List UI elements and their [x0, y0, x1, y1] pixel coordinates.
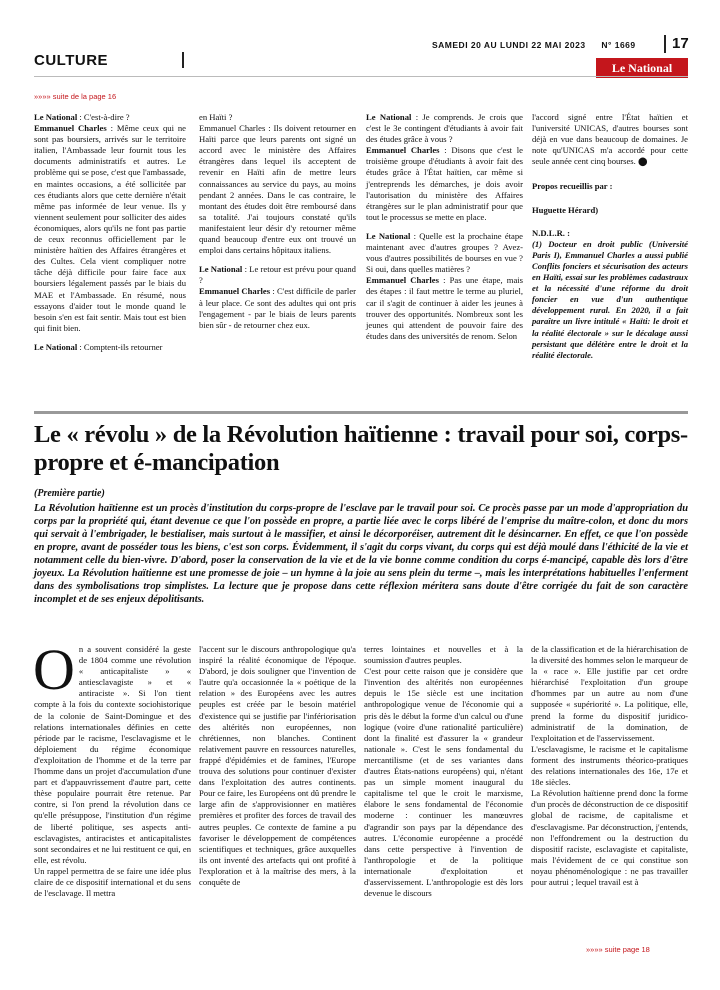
article-paragraph [531, 644, 688, 744]
article-paragraph [531, 788, 688, 888]
interview-text: : Même ceux qui ne sont pas boursiers, arrivés sur le territoire italien, l'Ambassade leur fournit tous les documents administratifs et autres. Le problème qui se pose, c'est que l'ambassade, en maintes occasions, a été sollicitée par ces étudiants alors que cette dernière n'était même pas informée de leur venue. Ils y viennent seulement pour solliciter des aides économiques, alors qu'ils ne font pas partie de ceux reconnus officiellement par le ministère haïtien des Affaires étrangères et des Cultes. Cela vient compliquer notre tâche déjà difficile pour faire face aux boursiers légalement passés par le biais du MAE et l'Ambassade. En résumé, nous essayons d'aider tout le monde quand le besoin s'en est fait sentir. Mais tout est bien qui finit bien. [34, 123, 187, 333]
interview-paragraph [34, 342, 186, 353]
ndlr-label-text: N.D.L.R. : [532, 227, 570, 238]
speaker-label: Le National [199, 264, 243, 275]
interview-paragraph [532, 112, 688, 167]
interview-text: : Disons que c'est le troisième groupe d'étudiants à avoir fait des études grâce à l'État haïtien, car même si j'entreprends les démarches, je dois avoir l'autorisation du ministère des Affaires étrangères sur le plan administratif pour que tout le processus se mette en place. [366, 145, 523, 222]
drop-cap: O [33, 637, 75, 702]
interview-paragraph [199, 123, 356, 256]
end-mark-icon: ⬤ [637, 156, 648, 167]
interview-text: l'accord signé entre l'État haïtien et l'université UNICAS, d'autres bourses sont déjà en vue dans beaucoup de domaines. Je note qu'UNICAS m'a accordé pour cette seule année cent cinq bourses. [532, 112, 688, 167]
article-column-2 [199, 644, 356, 888]
speaker-label: Le National [34, 341, 78, 352]
header-rule [34, 76, 688, 77]
speaker-label: Emmanuel Charles [199, 286, 271, 297]
page-number: 17 [672, 35, 689, 52]
interview-text: : Comptent-ils retourner [77, 341, 163, 352]
article-lede: La Révolution haïtienne est un procès d'institution du corps-propre de l'esclave par le travail pour soi. Ce procès passe par un mode d'appropriation du corps par la propriété qui, étant devenue ce que l'on possède en propre, a partie liée avec le corps libéré de l'emprise du maître-colon, et donc du mors qui servait à l'embrigader, le bestialiser, mais surtout à le massifier, et ainsi le décorporéiser, autrement dit le désincarner. En effet, ce que l'on possède en propre, avant de posséder tous les biens, c'est son corps. Évidemment, il s'agit du corps vivant, du corps qui est déjà moulé dans l'éthicité de la vie et notamment celle du bien-vivre. D'abord, poser la conservation de la vie et de la vie bonne comme condition du corps é-mancipé, capable dès lors d'être joyeux. La Révolution haïtienne est une promesse de joie – un hymne à la joie au sens plein du terme –, mais les interprétations habituelles l'enferment dans des symbolisations trop simplistes. La lecture que je propose dans cette réflexion méritera sans doute d'être corrigée du fait de son caractère incomplet et de ses enjeux dépolitisants. [34, 503, 688, 605]
interview-paragraph [34, 112, 186, 123]
continued-from[interactable]: »»»» suite de la page 16 [34, 92, 117, 101]
article-part: (Première partie) [34, 488, 105, 499]
interview-column-2 [199, 112, 356, 331]
article-paragraph [531, 744, 688, 788]
article-text: n a souvent considéré la geste de 1804 comme une révolution « anticapitaliste » « antiesclavagiste » et « antiraciste ». Si l'on tient compte à la fois du contexte sociohistorique de la colonie de Saint-Domingue et des relations internationales définies en cette période par le racisme, l'esclavagisme et le déploiement du régime économique d'exploitation de l'homme et de la terre par l'homme dans un projet d'accumulation d'une part et d'appauvrissement d'autre part, cette thèse populaire pourrait être retenue. Par contre, si l'on prend la révolution dans ce qu'elle présuppose, l'institution d'un régime de liberté politique, ses aspects anti-esclavagistes, antiracistes et anticapitalistes sont secondaires et ne lui restituent ce qui, en elle, est révolu. [34, 644, 191, 865]
section-divider [182, 52, 184, 68]
article-paragraph [33, 637, 191, 866]
interview-column-3 [366, 112, 523, 342]
article-paragraph [364, 666, 523, 899]
article-text: La Révolution haïtienne prend donc la forme d'un procès de déconstruction de ce dispositif global de racisme, de capitalisme et d'esclavagisme. Par déconstruction, j'entends, non l'effondrement ou la destruction du dispositif raciste, esclavagiste et capitaliste, mais l'évidement de ce qui constitue son noyau phénoménologique : ne pas travailler pour autrui ; lequel travail est à [531, 788, 688, 887]
interview-paragraph [199, 112, 356, 123]
interview-column-1 [34, 112, 186, 353]
interview-text: : Quelle est la prochaine étape maintenant avec d'autres groupes ? Avez-vous d'autres possibilités de bourses en vue ? Si oui, dans quelles matières ? [366, 230, 523, 275]
speaker-label: Emmanuel Charles [34, 123, 107, 134]
interview-text: Emmanuel Charles : Ils doivent retourner en Haïti parce que leurs parents ont signé un accord avec le ministère des Affaires étrangères dans lequel ils acceptent de revenir en Haïti afin de mettre leurs connaissances au service du pays, au moins pendant 2 années. Dans le cas contraire, le montant des études doit être remboursé dans sa totalité. J'ai toujours constaté qu'ils manifestaient leur désir d'y retourner même quand beaucoup d'entre eux ont trouvé un emploi dans certains hôpitaux italiens. [199, 123, 356, 256]
interview-paragraph [199, 264, 356, 286]
issue-number: N° 1669 [601, 40, 636, 50]
credit-label [532, 181, 688, 192]
article-paragraph [364, 644, 523, 666]
credit-name-text: Huguette Hérard) [532, 204, 599, 215]
interview-paragraph [366, 145, 523, 223]
article-text: L'esclavagisme, le racisme et le capitalisme forment des instruments théorico-pratiques des relations internationales des 16e, 17e et 18e siècles. [531, 743, 688, 788]
interview-text: : Pas une étape, mais des étapes : il faut mettre le terme au pluriel, car il s'agit de continuer à aider les jeunes à trouver des opportunités. Nombreux sont les jeunes qui attendent de pouvoir faire des études dans des universités de renom. Selon [366, 275, 523, 341]
article-text: l'accent sur le discours anthropologique qu'a inspiré la réalité économique de l'époque. D'abord, je dois souligner que l'invention de l'autre qu'a occasionnée la « poétique de la relation » des Européens avec les autres peuples est créée par le besoin matériel d'existence qui se justifie par l'infériorisation des altérités non européennes, non chrétiennes, non blanches. Continent relativement pauvre en ressources naturelles, frappé d'épidémies et de famines, l'Europe trouva des solutions pour continuer d'exister dans l'exploitation des autres continents. Pour ce faire, les Européens ont dû prendre le large afin de s'approvisionner en matières premières et profiter des forces de travail des autres peuples. Ce contexte de famine a pu favoriser le développement de compétences scientifiques et techniques, grâce auxquelles ils ont inventé des artefacts qui ont profité à l'exploration et à la maîtrise des mers, à la conquête de [199, 644, 356, 887]
article-paragraph [34, 866, 191, 899]
article-column-1 [33, 637, 191, 899]
article-paragraph [199, 644, 356, 888]
interview-paragraph [366, 112, 523, 145]
speaker-label: Emmanuel Charles [366, 275, 439, 286]
article-column-3 [364, 644, 523, 899]
ndlr-text: (1) Docteur en droit public (Université Paris I), Emmanuel Charles a aussi publié Conflits fonciers et sécurisation des acteurs en Haïti, essai sur les problèmes cadastraux et la nécessité d'une réforme du droit foncier en vue d'un authentique développement rural. En 2020, il a fait paraître un livre intitulé « Haïti: le droit et la réalité électorale » sur le décalage aussi persistant que délétère entre le droit et la réalité électorale. [532, 238, 688, 360]
article-column-4 [531, 644, 688, 888]
speaker-label: Emmanuel Charles [366, 145, 440, 156]
interview-text: : Je comprends. Je crois que c'est le 3e contingent d'étudiants à avoir fait des études grâce à vous ? [366, 112, 523, 145]
interview-paragraph [199, 286, 356, 330]
interview-paragraph [366, 275, 523, 342]
speaker-label: Le National [366, 112, 412, 122]
speaker-label: Le National [34, 112, 78, 122]
page-number-divider [664, 35, 666, 53]
credit-name [532, 205, 688, 216]
article-headline: Le « révolu » de la Révolution haïtienne : travail pour soi, corps-propre et é-mancipation [34, 421, 688, 476]
interview-paragraph [34, 123, 186, 334]
interview-text: en Haïti ? [199, 112, 233, 122]
interview-text: : Le retour est prévu pour quand ? [199, 264, 356, 286]
section-title: CULTURE [34, 52, 109, 69]
ndlr-label [532, 228, 688, 239]
issue-date: SAMEDI 20 AU LUNDI 22 MAI 2023 [432, 40, 586, 50]
speaker-label: Le National [366, 230, 411, 241]
article-divider [34, 411, 688, 414]
article-text: C'est pour cette raison que je considère que l'invention des altérités non européennes depuis le 15e siècle est une incitation anthropologique venue de l'économie qui a pris dès le début la forme d'un calcul ou d'une logique (voire d'une rationalité particulière) dont la finalité est d'assurer la « grandeur nationale ». C'est le sens fondamental du mercantilisme (et de ses variantes dans d'autres États-nations européens) qui, n'étant pas un simple moment inaugural du capitalisme tel que le croit le marxisme, élabore le sens fondamental de l'économie moderne : continuer les manœuvres d'agrandir son pays par la dépendance des autres. L'économie européenne a procédé dans cette perspective à l'invention de l'anthropologie et de la politique internationale d'exploitation et d'asservissement. L'anthropologie est dès lors devenue le discours [364, 666, 523, 899]
interview-column-4 [532, 112, 688, 361]
dateline [432, 40, 636, 50]
brand-name: Le National [611, 61, 673, 75]
interview-text: : C'est difficile de parler à leur place. Ce sont des adultes qui ont pris l'engagement - par le biais de leurs parents bien sûr - de retourner chez eux. [199, 286, 356, 330]
interview-paragraph [366, 231, 523, 275]
credit-label-text: Propos recueillis par : [532, 181, 613, 192]
article-text: de la classification et de la hiérarchisation de la diversité des hommes selon le marqueur de la « race ». Elle justifie par cet ordre hiérarchisé l'exploitation d'un groupe d'hommes par un autre au nom d'une supposée « supériorité ». La politique, elle, prend la forme du dispositif juridico-administratif de la domination, de l'exploitation et de l'asservissement. [531, 644, 688, 743]
interview-text: : C'est-à-dire ? [77, 112, 130, 122]
continued-to[interactable]: »»»» suite page 18 [586, 945, 650, 954]
article-text: terres lointaines et nouvelles et à la soumission d'autres peuples. [364, 644, 523, 666]
article-text: Un rappel permettra de se faire une idée plus claire de ce dispositif international et du sens de l'esclavage. Il mettra [34, 865, 191, 899]
